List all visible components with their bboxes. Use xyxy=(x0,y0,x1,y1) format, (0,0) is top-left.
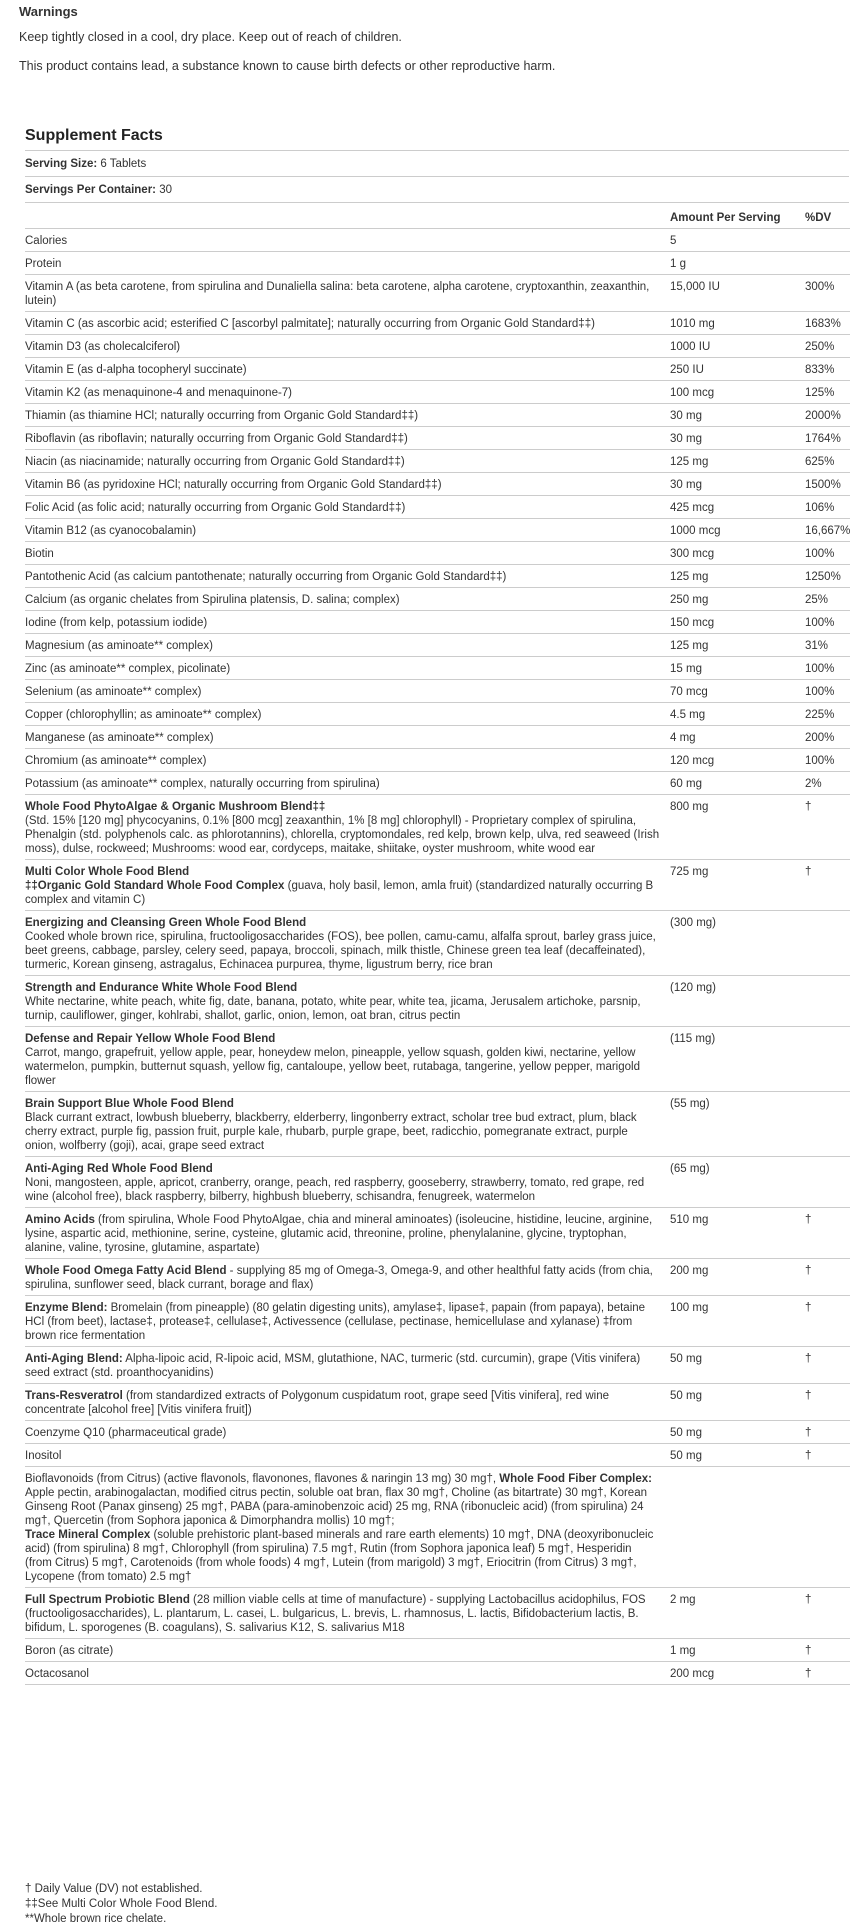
nutrient-amount xyxy=(670,1467,805,1588)
nutrient-description: Thiamin (as thiamine HCl; naturally occurring from Organic Gold Standard‡‡) xyxy=(25,410,419,422)
nutrient-name xyxy=(25,473,670,496)
nutrient-description: (from standardized extracts of Polygonum cuspidatum root, grape seed [Vitis vinifera], red wine concentrate [alcohol free] [Vitis vinifera fruit]) xyxy=(25,1390,610,1416)
nutrient-description: Noni, mangosteen, apple, apricot, cranberry, orange, peach, red raspberry, gooseberry, strawberry, tomato, red grape, red wine (alcohol free), black raspberry, bilberry, highbush blueberry, schisandra, fenugreek, watermelon xyxy=(25,1177,645,1203)
nutrient-description: Niacin (as niacinamide; naturally occurring from Organic Gold Standard‡‡) xyxy=(25,456,405,468)
nutrient-dv: 2000% xyxy=(805,404,850,427)
nutrient-row xyxy=(25,404,850,427)
nutrient-dv: † xyxy=(805,1588,850,1639)
nutrient-name xyxy=(25,588,670,611)
nutrient-amount: 2 mg xyxy=(670,1588,805,1639)
nutrient-amount: 1 mg xyxy=(670,1639,805,1662)
nutrient-amount: 125 mg xyxy=(670,634,805,657)
nutrient-amount: 425 mcg xyxy=(670,496,805,519)
nutrient-row xyxy=(25,450,850,473)
nutrient-dv: 100% xyxy=(805,749,850,772)
nutrient-amount: (115 mg) xyxy=(670,1027,805,1092)
nutrient-amount: 725 mg xyxy=(670,860,805,911)
nutrient-row xyxy=(25,749,850,772)
nutrient-name xyxy=(25,519,670,542)
warnings-heading: Warnings xyxy=(19,4,78,19)
nutrient-amount: 100 mcg xyxy=(670,381,805,404)
serving-size-value: 6 Tablets xyxy=(97,158,147,170)
nutrient-amount: 60 mg xyxy=(670,772,805,795)
nutrient-dv: 31% xyxy=(805,634,850,657)
nutrient-row xyxy=(25,1296,850,1347)
blend-name: Full Spectrum Probiotic Blend xyxy=(25,1594,190,1606)
nutrient-dv xyxy=(805,976,850,1027)
misc-text-t3: (soluble prehistoric plant-based minerals and rare earth elements) 10 mg†, DNA (deoxyribonucleic acid) (from spirulina) 8 mg†, Chlorophyll (from spirulina) 7.5 mg†, Rutin (from Sophora japonica leaf) 5 mg†, Hesperidin (from Citrus) 5 mg†, Carotenoids (from whole foods) 4 mg†, Lutein (from marigold) 3 mg†, Eriocitrin (from Citrus) 3 mg†, Lycopene (from tomato) 2.5 mg† xyxy=(25,1529,654,1583)
misc-text-b1: Whole Food Fiber Complex: xyxy=(499,1473,652,1485)
nutrient-description: Vitamin D3 (as cholecalciferol) xyxy=(25,341,181,353)
nutrient-dv xyxy=(805,1027,850,1092)
nutrient-amount: (55 mg) xyxy=(670,1092,805,1157)
header-dv: %DV xyxy=(805,203,850,229)
nutrient-name xyxy=(25,229,670,252)
nutrient-name xyxy=(25,358,670,381)
nutrient-name xyxy=(25,1467,670,1588)
nutrient-dv: 16,667% xyxy=(805,519,850,542)
nutrient-row xyxy=(25,1347,850,1384)
nutrient-description: Magnesium (as aminoate** complex) xyxy=(25,640,213,652)
nutrient-description: Folic Acid (as folic acid; naturally occurring from Organic Gold Standard‡‡) xyxy=(25,502,406,514)
nutrient-name xyxy=(25,1157,670,1208)
misc-text-t1: Bioflavonoids (from Citrus) (active flavonols, flavonones, flavones & naringin 13 mg) 30 mg†, xyxy=(25,1473,500,1485)
nutrient-name xyxy=(25,680,670,703)
blend-name: Enzyme Blend: xyxy=(25,1302,108,1314)
nutrient-row xyxy=(25,1384,850,1421)
nutrient-row xyxy=(25,1027,850,1092)
nutrient-row xyxy=(25,860,850,911)
nutrient-dv: † xyxy=(805,1444,850,1467)
blend-name: Anti-Aging Blend: xyxy=(25,1353,123,1365)
nutrient-name xyxy=(25,427,670,450)
servings-label: Servings Per Container: xyxy=(25,184,157,196)
nutrient-description: Black currant extract, lowbush blueberry, blackberry, elderberry, lingonberry extract, scholar tree bud extract, plum, black cherry extract, purple fig, passion fruit, purple kale, rhubarb, purple grape, beet, radicchio, pomegranate extract, purple onion, wolfberry (goji), acai, grape seed extract xyxy=(25,1112,637,1152)
nutrient-dv: † xyxy=(805,1296,850,1347)
nutrient-dv: 1764% xyxy=(805,427,850,450)
nutrient-dv xyxy=(805,252,850,275)
nutrient-amount: 800 mg xyxy=(670,795,805,860)
nutrient-dv: 1500% xyxy=(805,473,850,496)
blend-name: Defense and Repair Yellow Whole Food Blend xyxy=(25,1033,276,1045)
supplement-facts-panel xyxy=(25,120,849,1685)
misc-text-t2: Apple pectin, arabinogalactan, modified citrus pectin, soluble oat bran, flax 30 mg†, Choline (as bitartrate) 30 mg†, Korean Ginseng Root (Panax ginseng) 25 mg†, PABA (para-aminobenzoic acid) 25 mg, RNA (ribonucleic acid) (from spirulina) 24 mg†, Quercetin (from Sophora japonica & Dimorphandra mollis) 10 mg†; xyxy=(25,1487,647,1527)
supplement-facts-title: Supplement Facts xyxy=(25,120,849,151)
nutrient-amount: 5 xyxy=(670,229,805,252)
nutrient-row xyxy=(25,588,850,611)
header-nutrient xyxy=(25,203,670,229)
nutrient-description: (from spirulina, Whole Food PhytoAlgae, chia and mineral aminoates) (isoleucine, histidine, leucine, arginine, lysine, aspartic acid, methionine, serine, cysteine, glutamic acid, threonine, proline, phenylalanine, glycine, tryptophan, alanine, valine, tyrosine, glutamine, aspartate) xyxy=(25,1214,653,1254)
nutrient-row xyxy=(25,726,850,749)
nutrient-name xyxy=(25,1662,670,1685)
nutrient-dv xyxy=(805,1157,850,1208)
nutrient-dv: 1683% xyxy=(805,312,850,335)
nutrient-name xyxy=(25,565,670,588)
nutrient-dv: 100% xyxy=(805,542,850,565)
nutrient-amount: 30 mg xyxy=(670,427,805,450)
nutrient-row xyxy=(25,680,850,703)
nutrient-name xyxy=(25,1384,670,1421)
nutrient-dv: 833% xyxy=(805,358,850,381)
nutrient-amount: 1000 mcg xyxy=(670,519,805,542)
blend-subname: ‡‡Organic Gold Standard Whole Food Complex xyxy=(25,880,285,892)
nutrient-amount: 70 mcg xyxy=(670,680,805,703)
nutrient-row xyxy=(25,1421,850,1444)
nutrient-amount: 4 mg xyxy=(670,726,805,749)
nutrient-row xyxy=(25,335,850,358)
nutrient-row xyxy=(25,1662,850,1685)
nutrient-name xyxy=(25,496,670,519)
nutrient-row xyxy=(25,634,850,657)
blend-name: Trans-Resveratrol xyxy=(25,1390,123,1402)
nutrient-row xyxy=(25,1588,850,1639)
nutrient-description: Coenzyme Q10 (pharmaceutical grade) xyxy=(25,1427,227,1439)
nutrient-dv: 625% xyxy=(805,450,850,473)
nutrient-amount: 100 mg xyxy=(670,1296,805,1347)
nutrient-row xyxy=(25,275,850,312)
nutrient-amount: 50 mg xyxy=(670,1421,805,1444)
nutrient-name xyxy=(25,450,670,473)
nutrient-dv: † xyxy=(805,1259,850,1296)
nutrient-dv: 250% xyxy=(805,335,850,358)
nutrient-description: Vitamin B6 (as pyridoxine HCl; naturally occurring from Organic Gold Standard‡‡) xyxy=(25,479,442,491)
nutrient-name xyxy=(25,795,670,860)
nutrient-description: Manganese (as aminoate** complex) xyxy=(25,732,214,744)
nutrient-row xyxy=(25,312,850,335)
nutrient-description: Calcium (as organic chelates from Spirulina platensis, D. salina; complex) xyxy=(25,594,400,606)
nutrient-description: Iodine (from kelp, potassium iodide) xyxy=(25,617,208,629)
blend-name: Amino Acids xyxy=(25,1214,95,1226)
nutrient-amount: 1 g xyxy=(670,252,805,275)
nutrient-description: - supplying 85 mg of Omega-3, Omega-9, and other healthful fatty acids (from chia, spirulina, sunflower seed, black currant, borage and flax) xyxy=(25,1265,653,1291)
nutrient-name xyxy=(25,749,670,772)
nutrient-amount: 125 mg xyxy=(670,450,805,473)
nutrient-row xyxy=(25,611,850,634)
header-amount: Amount Per Serving xyxy=(670,203,805,229)
nutrient-row xyxy=(25,229,850,252)
nutrient-amount: 1000 IU xyxy=(670,335,805,358)
nutrient-dv: 100% xyxy=(805,611,850,634)
nutrient-name xyxy=(25,634,670,657)
nutrient-name xyxy=(25,860,670,911)
nutrient-name xyxy=(25,252,670,275)
nutrient-dv: 25% xyxy=(805,588,850,611)
nutrient-name xyxy=(25,976,670,1027)
nutrient-name xyxy=(25,312,670,335)
nutrient-amount: 300 mcg xyxy=(670,542,805,565)
nutrient-row xyxy=(25,519,850,542)
nutrient-amount: 125 mg xyxy=(670,565,805,588)
nutrient-dv: 100% xyxy=(805,657,850,680)
footnote-chelate: **Whole brown rice chelate. xyxy=(25,1913,167,1925)
nutrient-name xyxy=(25,404,670,427)
nutrient-row xyxy=(25,911,850,976)
nutrient-amount: 15 mg xyxy=(670,657,805,680)
nutrient-name xyxy=(25,726,670,749)
nutrient-description: Biotin xyxy=(25,548,54,560)
footnotes xyxy=(25,1882,217,1927)
nutrient-row xyxy=(25,1467,850,1588)
nutrient-row xyxy=(25,1092,850,1157)
nutrient-name xyxy=(25,1208,670,1259)
nutrient-name xyxy=(25,381,670,404)
nutrient-name xyxy=(25,335,670,358)
nutrient-description: Bromelain (from pineapple) (80 gelatin digesting units), amylase‡, lipase‡, papain (from papaya), betaine HCl (from beet), lactase‡, protease‡, cellulase‡, Activessence (cellulase, pectinase, hemicellulase and xylanase) ‡from brown rice fermentation xyxy=(25,1302,646,1342)
nutrient-description: Vitamin A (as beta carotene, from spirulina and Dunaliella salina: beta carotene, alpha carotene, cryptoxanthin, zeaxanthin, lutein) xyxy=(25,281,650,307)
nutrient-name xyxy=(25,542,670,565)
nutrient-amount: 30 mg xyxy=(670,404,805,427)
nutrient-amount: 50 mg xyxy=(670,1444,805,1467)
nutrient-dv: † xyxy=(805,1662,850,1685)
nutrient-row xyxy=(25,703,850,726)
nutrient-dv xyxy=(805,229,850,252)
nutrient-name xyxy=(25,1259,670,1296)
warning-lead-text: This product contains lead, a substance known to cause birth defects or other reproductive harm. xyxy=(19,59,556,73)
nutrient-row xyxy=(25,1259,850,1296)
servings-value: 30 xyxy=(156,184,173,196)
nutrient-dv xyxy=(805,911,850,976)
nutrient-amount: 15,000 IU xyxy=(670,275,805,312)
nutrient-row xyxy=(25,427,850,450)
nutrient-description: Copper (chlorophyllin; as aminoate** complex) xyxy=(25,709,262,721)
nutrient-dv: 106% xyxy=(805,496,850,519)
nutrient-description: (Std. 15% [120 mg] phycocyanins, 0.1% [800 mcg] zeaxanthin, 1% [8 mg] chlorophyll) - Proprietary complex of spirulina, Phenalgin (std. polyphenols calc. as phlorotannins), chlorella, cryptomondales, red kelp, brown kelp, ulva, red seaweed (Irish moss), dulse, rockweed; Mushrooms: wood ear, cordyceps, maitake, shiitake, oyster mushroom, white wood ear xyxy=(25,815,660,855)
facts-body xyxy=(25,229,850,1685)
nutrient-row xyxy=(25,1444,850,1467)
nutrient-row xyxy=(25,381,850,404)
nutrient-row xyxy=(25,496,850,519)
nutrient-description: Zinc (as aminoate** complex, picolinate) xyxy=(25,663,231,675)
nutrient-name xyxy=(25,772,670,795)
misc-text-b2: Trace Mineral Complex xyxy=(25,1529,151,1541)
nutrient-name xyxy=(25,275,670,312)
nutrient-description: Vitamin E (as d-alpha tocopheryl succinate) xyxy=(25,364,247,376)
nutrient-description: Inositol xyxy=(25,1450,62,1462)
nutrient-description: (28 million viable cells at time of manufacture) - supplying Lactobacillus acidophilus, FOS (fructooligosaccharides), L. plantarum, L. casei, L. bulgaricus, L. brevis, L. rhamnosus, L. lactis, Bifidobacterium lactis, B. bifidum, L. sporogenes (B. coagulans), S. salivarius K12, S. salivarius M18 xyxy=(25,1594,646,1634)
nutrient-amount: 250 mg xyxy=(670,588,805,611)
nutrient-description: Vitamin B12 (as cyanocobalamin) xyxy=(25,525,197,537)
nutrient-name xyxy=(25,1027,670,1092)
nutrient-dv: 225% xyxy=(805,703,850,726)
nutrient-dv: 1250% xyxy=(805,565,850,588)
nutrient-description: Riboflavin (as riboflavin; naturally occurring from Organic Gold Standard‡‡) xyxy=(25,433,408,445)
facts-table xyxy=(25,203,850,1685)
nutrient-dv xyxy=(805,1092,850,1157)
facts-header-row xyxy=(25,203,850,229)
serving-size-label: Serving Size: xyxy=(25,158,98,170)
blend-name: Whole Food PhytoAlgae & Organic Mushroom Blend‡‡ xyxy=(25,801,326,813)
nutrient-name xyxy=(25,1444,670,1467)
nutrient-dv: † xyxy=(805,1347,850,1384)
nutrient-description: Carrot, mango, grapefruit, yellow apple, pear, honeydew melon, pineapple, yellow squash, golden kiwi, nectarine, yellow watermelon, pumpkin, butternut squash, yellow fig, cantaloupe, yellow beet, rutabaga, tangerine, yellow pepper, marigold flower xyxy=(25,1047,640,1087)
nutrient-name xyxy=(25,911,670,976)
nutrient-amount: 200 mcg xyxy=(670,1662,805,1685)
nutrient-amount: 50 mg xyxy=(670,1347,805,1384)
nutrient-dv: 200% xyxy=(805,726,850,749)
nutrient-description: Pantothenic Acid (as calcium pantothenate; naturally occurring from Organic Gold Standard‡‡) xyxy=(25,571,507,583)
nutrient-description: Alpha-lipoic acid, R-lipoic acid, MSM, glutathione, NAC, turmeric (std. curcumin), grape (Vitis vinifera) seed extract (std. proanthocyanidins) xyxy=(25,1353,641,1379)
blend-name: Whole Food Omega Fatty Acid Blend xyxy=(25,1265,227,1277)
nutrient-description: Octacosanol xyxy=(25,1668,89,1680)
nutrient-name xyxy=(25,1588,670,1639)
nutrient-amount: 150 mcg xyxy=(670,611,805,634)
nutrient-name xyxy=(25,1347,670,1384)
nutrient-name xyxy=(25,1296,670,1347)
nutrient-dv: 300% xyxy=(805,275,850,312)
nutrient-name xyxy=(25,657,670,680)
nutrient-description: White nectarine, white peach, white fig, date, banana, potato, white pear, white tea, jicama, Jerusalem artichoke, parsnip, turnip, cauliflower, ginger, kohlrabi, shallot, garlic, onion, lemon, oat bran, citrus pectin xyxy=(25,996,641,1022)
nutrient-description: Boron (as citrate) xyxy=(25,1645,114,1657)
nutrient-amount: (300 mg) xyxy=(670,911,805,976)
nutrient-dv: † xyxy=(805,795,850,860)
servings-per-container xyxy=(25,177,849,203)
nutrient-dv: † xyxy=(805,1384,850,1421)
nutrient-dv: 125% xyxy=(805,381,850,404)
nutrient-dv xyxy=(805,1467,850,1588)
nutrient-amount: 120 mcg xyxy=(670,749,805,772)
nutrient-description: Potassium (as aminoate** complex, naturally occurring from spirulina) xyxy=(25,778,380,790)
nutrient-description: (guava, holy basil, lemon, amla fruit) (standardized naturally occurring B complex and vitamin C) xyxy=(25,880,654,906)
nutrient-amount: 1010 mg xyxy=(670,312,805,335)
nutrient-row xyxy=(25,772,850,795)
nutrient-row xyxy=(25,1208,850,1259)
nutrient-row xyxy=(25,473,850,496)
blend-name: Anti-Aging Red Whole Food Blend xyxy=(25,1163,213,1175)
nutrient-name xyxy=(25,611,670,634)
nutrient-row xyxy=(25,542,850,565)
nutrient-amount: 510 mg xyxy=(670,1208,805,1259)
nutrient-description: Vitamin C (as ascorbic acid; esterified C [ascorbyl palmitate]; naturally occurring from Organic Gold Standard‡‡) xyxy=(25,318,595,330)
nutrient-name xyxy=(25,1092,670,1157)
nutrient-amount: (120 mg) xyxy=(670,976,805,1027)
nutrient-description: Calories xyxy=(25,235,68,247)
warning-storage-text: Keep tightly closed in a cool, dry place. Keep out of reach of children. xyxy=(19,30,402,44)
nutrient-amount: 250 IU xyxy=(670,358,805,381)
nutrient-description: Chromium (as aminoate** complex) xyxy=(25,755,207,767)
footnote-gold-standard: ‡‡See Multi Color Whole Food Blend. xyxy=(25,1898,218,1910)
nutrient-row xyxy=(25,358,850,381)
nutrient-row xyxy=(25,252,850,275)
nutrient-row xyxy=(25,795,850,860)
nutrient-description: Vitamin K2 (as menaquinone-4 and menaquinone-7) xyxy=(25,387,293,399)
nutrient-row xyxy=(25,657,850,680)
nutrient-name xyxy=(25,1639,670,1662)
nutrient-amount: 50 mg xyxy=(670,1384,805,1421)
nutrient-description: Protein xyxy=(25,258,62,270)
nutrient-name xyxy=(25,703,670,726)
serving-size xyxy=(25,151,849,177)
nutrient-dv: † xyxy=(805,860,850,911)
blend-name: Energizing and Cleansing Green Whole Food Blend xyxy=(25,917,307,929)
footnote-dv: † Daily Value (DV) not established. xyxy=(25,1883,203,1895)
nutrient-description: Cooked whole brown rice, spirulina, fructooligosaccharides (FOS), bee pollen, camu-camu, alfalfa sprout, barley grass juice, beet greens, cabbage, parsley, celery seed, papaya, broccoli, spinach, milk thistle, Chinese green tea leaf (decaffeinated), turmeric, Korean ginseng, astragalus, Echinacea purpurea, thyme, ligustrum berry, rice bran xyxy=(25,931,656,971)
nutrient-row xyxy=(25,565,850,588)
nutrient-dv: 2% xyxy=(805,772,850,795)
nutrient-dv: † xyxy=(805,1421,850,1444)
nutrient-amount: 4.5 mg xyxy=(670,703,805,726)
blend-name: Multi Color Whole Food Blend xyxy=(25,866,190,878)
nutrient-row xyxy=(25,1639,850,1662)
blend-name: Strength and Endurance White Whole Food Blend xyxy=(25,982,298,994)
nutrient-amount: 200 mg xyxy=(670,1259,805,1296)
nutrient-row xyxy=(25,976,850,1027)
blend-name: Brain Support Blue Whole Food Blend xyxy=(25,1098,234,1110)
nutrient-dv: † xyxy=(805,1639,850,1662)
nutrient-description: Selenium (as aminoate** complex) xyxy=(25,686,202,698)
nutrient-dv: † xyxy=(805,1208,850,1259)
nutrient-dv: 100% xyxy=(805,680,850,703)
nutrient-name xyxy=(25,1421,670,1444)
nutrient-row xyxy=(25,1157,850,1208)
nutrient-amount: 30 mg xyxy=(670,473,805,496)
nutrient-amount: (65 mg) xyxy=(670,1157,805,1208)
